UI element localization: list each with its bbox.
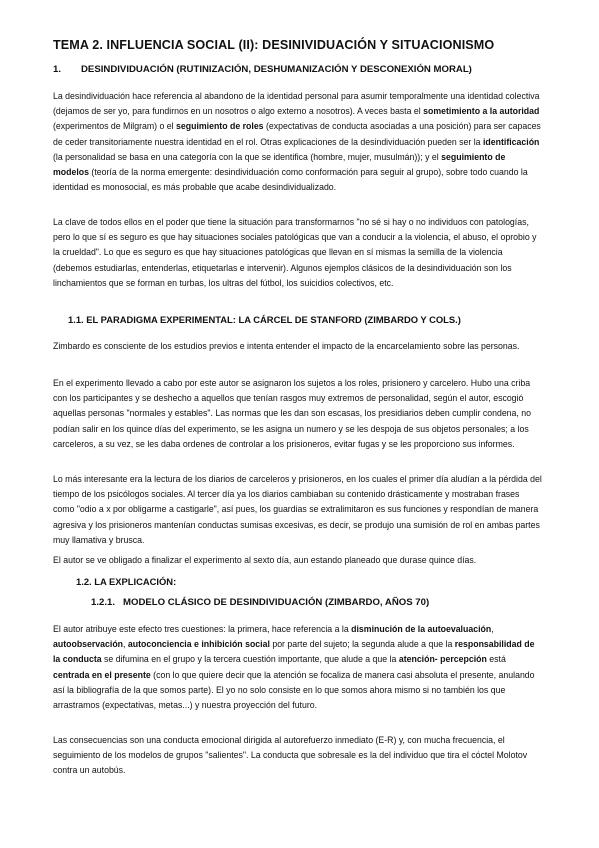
- text-run: En el experimento llevado a cabo por este autor se asignaron los sujetos a los roles, prisionero y carcelero. Hubo una criba con los participantes y se deshecho a aquellos que tenían rasgos muy extremos de personalidad, según el autor, escogió aquellas personas "normales y estables". Las normas que les dan son escasas, los presidiarios deben cumplir condena, no podían salir en los quince días del experimento, se les asigna un numero y se les despoja de sus objetos personales; a los carceleros, a su vez, se les daba ordenes de controlar a los prisioneros, evitar fugas y se les proporciono sus informes.: [53, 378, 532, 449]
- paragraph-diaries: [53, 472, 543, 548]
- section-1-title: DESINDIVIDUACIÓN (RUTINIZACIÓN, DESHUMANIZACIÓN Y DESCONEXIÓN MORAL): [81, 64, 472, 75]
- text-run: (teoría de la norma emergente: desindividuación como conformación para seguir al grupo), sobre todo cuando la identidad es monosocial, es más probable que acabe desindividualizado.: [53, 167, 528, 193]
- text-run: (la personalidad se basa en una categoría con la que se identifica (hombre, mujer, musulmán)); y el: [53, 151, 442, 162]
- bold-term: identificación: [482, 136, 540, 147]
- text-run: Lo más interesante era la lectura de los diarios de carceleros y prisioneros, en los cuales el primer día aludían a la pérdida del tiempo de los psicólogos sociales. Al tercer día ya los diarios cambiaban su contenido drásticamente y mostraban frases como "odio a x por obligarme a castigarle", así pues, los guardias se extralimitaron es sus funciones y respondían de manera agresiva y los prisioneros mantenían conductas sumisas excesivas, es decir, se produjo una sumisión de rol en ambas partes muy llamativa y brusca.: [53, 474, 542, 545]
- paragraph-experiment-end: [53, 553, 543, 568]
- bold-term: seguimiento de roles: [176, 121, 264, 132]
- text-run: El autor atribuye este efecto tres cuestiones: la primera, hace referencia a la: [53, 624, 352, 634]
- text-run: La clave de todos ellos en el poder que tiene la situación para transformarnos "no sé si hay o no individuos con patologías, pero lo que sí es seguro es que hay situaciones sociales patológicas que van a conducir a la violencia, el abuso, el oprobio y la crueldad". Lo que es seguro es que hay situaciones patológicas que llevan en sí mismas la semilla de la violencia (debemos estudiarlas, entenderlas, etiquetarlas e intervenir). Algunos ejemplos clásicos de la desindividuación son los linchamientos que se forman en turbas, los ultras del fútbol, los suicidios colectivos, etc.: [53, 217, 537, 288]
- bold-term: disminución de la autoevaluación: [351, 624, 492, 634]
- text-run: La desindividuación hace referencia al abandono de la identidad personal para asumir temporalmente una identidad colectiva (dejamos de ser yo, para fundirnos en un nosotros o algo externo a nosotros). A veces basta el: [53, 91, 540, 117]
- bold-term: autoconciencia e inhibición social: [127, 639, 270, 650]
- text-run: (con lo que quiere decir que la atención se focaliza de manera casi absoluta el presente, anulando así la bibliografía de la que somos parte). El yo no solo consiste en lo que somos ahora mismo si no también los que arrastramos (expectativas, metas...) y nuestra proyección del futuro.: [53, 669, 535, 711]
- text-run: está: [486, 654, 506, 665]
- paragraph-experiment-description: [53, 376, 543, 452]
- bold-term: atención- percepción: [398, 654, 487, 665]
- text-run: Las consecuencias son una conducta emocional dirigida al autorefuerzo inmediato (E-R) y, con mucha frecuencia, el seguimiento de los modelos de grupos "salientes". La conducta que sobresale es la del individuo que tira el cóctel Molotov contra un autobús.: [53, 735, 528, 776]
- paragraph-desindividuacion-definition: [53, 89, 543, 195]
- section-1-heading: [53, 64, 553, 75]
- text-run: ,: [123, 639, 128, 650]
- bold-term: seguimiento de modelos: [53, 151, 506, 178]
- paragraph-zimbardo-intro: [53, 339, 543, 354]
- section-1-2-heading: 1.2. LA EXPLICACIÓN:: [76, 576, 177, 587]
- section-1-1-heading: 1.1. EL PARADIGMA EXPERIMENTAL: LA CÁRCEL DE STANFORD (ZIMBARDO Y COLS.): [68, 314, 461, 325]
- text-run: (experimentos de Milgram) o el: [53, 121, 177, 132]
- bold-term: autoobservación: [53, 639, 124, 650]
- text-run: por parte del sujeto; la segunda alude a que la: [269, 639, 455, 650]
- bold-term: sometimiento a la autoridad: [423, 106, 540, 117]
- text-run: El autor se ve obligado a finalizar el experimento al sexto día, aun estando planeado que durase quince días.: [53, 555, 477, 565]
- text-run: Zimbardo es consciente de los estudios previos e intenta entender el impacto de la encarcelamiento sobre las personas.: [53, 341, 520, 351]
- section-1-number: 1.: [53, 64, 62, 75]
- document-title: TEMA 2. INFLUENCIA SOCIAL (II): DESINIVIDUACIÓN Y SITUACIONISMO: [53, 38, 495, 52]
- bold-term: centrada en el presente: [53, 669, 151, 680]
- bold-term: responsabilidad de la conducta: [53, 639, 535, 665]
- section-1-2-1-title: MODELO CLÁSICO DE DESINDIVIDUACIÓN (ZIMBARDO, AÑOS 70): [123, 597, 430, 608]
- paragraph-consequences: [53, 733, 543, 779]
- section-1-2-1-number: 1.2.1.: [91, 597, 116, 608]
- paragraph-classic-model: [53, 622, 543, 713]
- paragraph-situation-power: [53, 215, 543, 291]
- text-run: (expectativas de conducta asociadas a una posición) para ser capaces de ceder transitoriamente nuestra identidad en el rol. Otras explicaciones de la desindividuación pueden ser la: [53, 121, 541, 147]
- section-1-2-1-heading: [91, 597, 429, 608]
- text-run: ,: [491, 624, 494, 634]
- text-run: se difumina en el grupo y la tercera cuestión importante, que alude a que la: [101, 654, 399, 665]
